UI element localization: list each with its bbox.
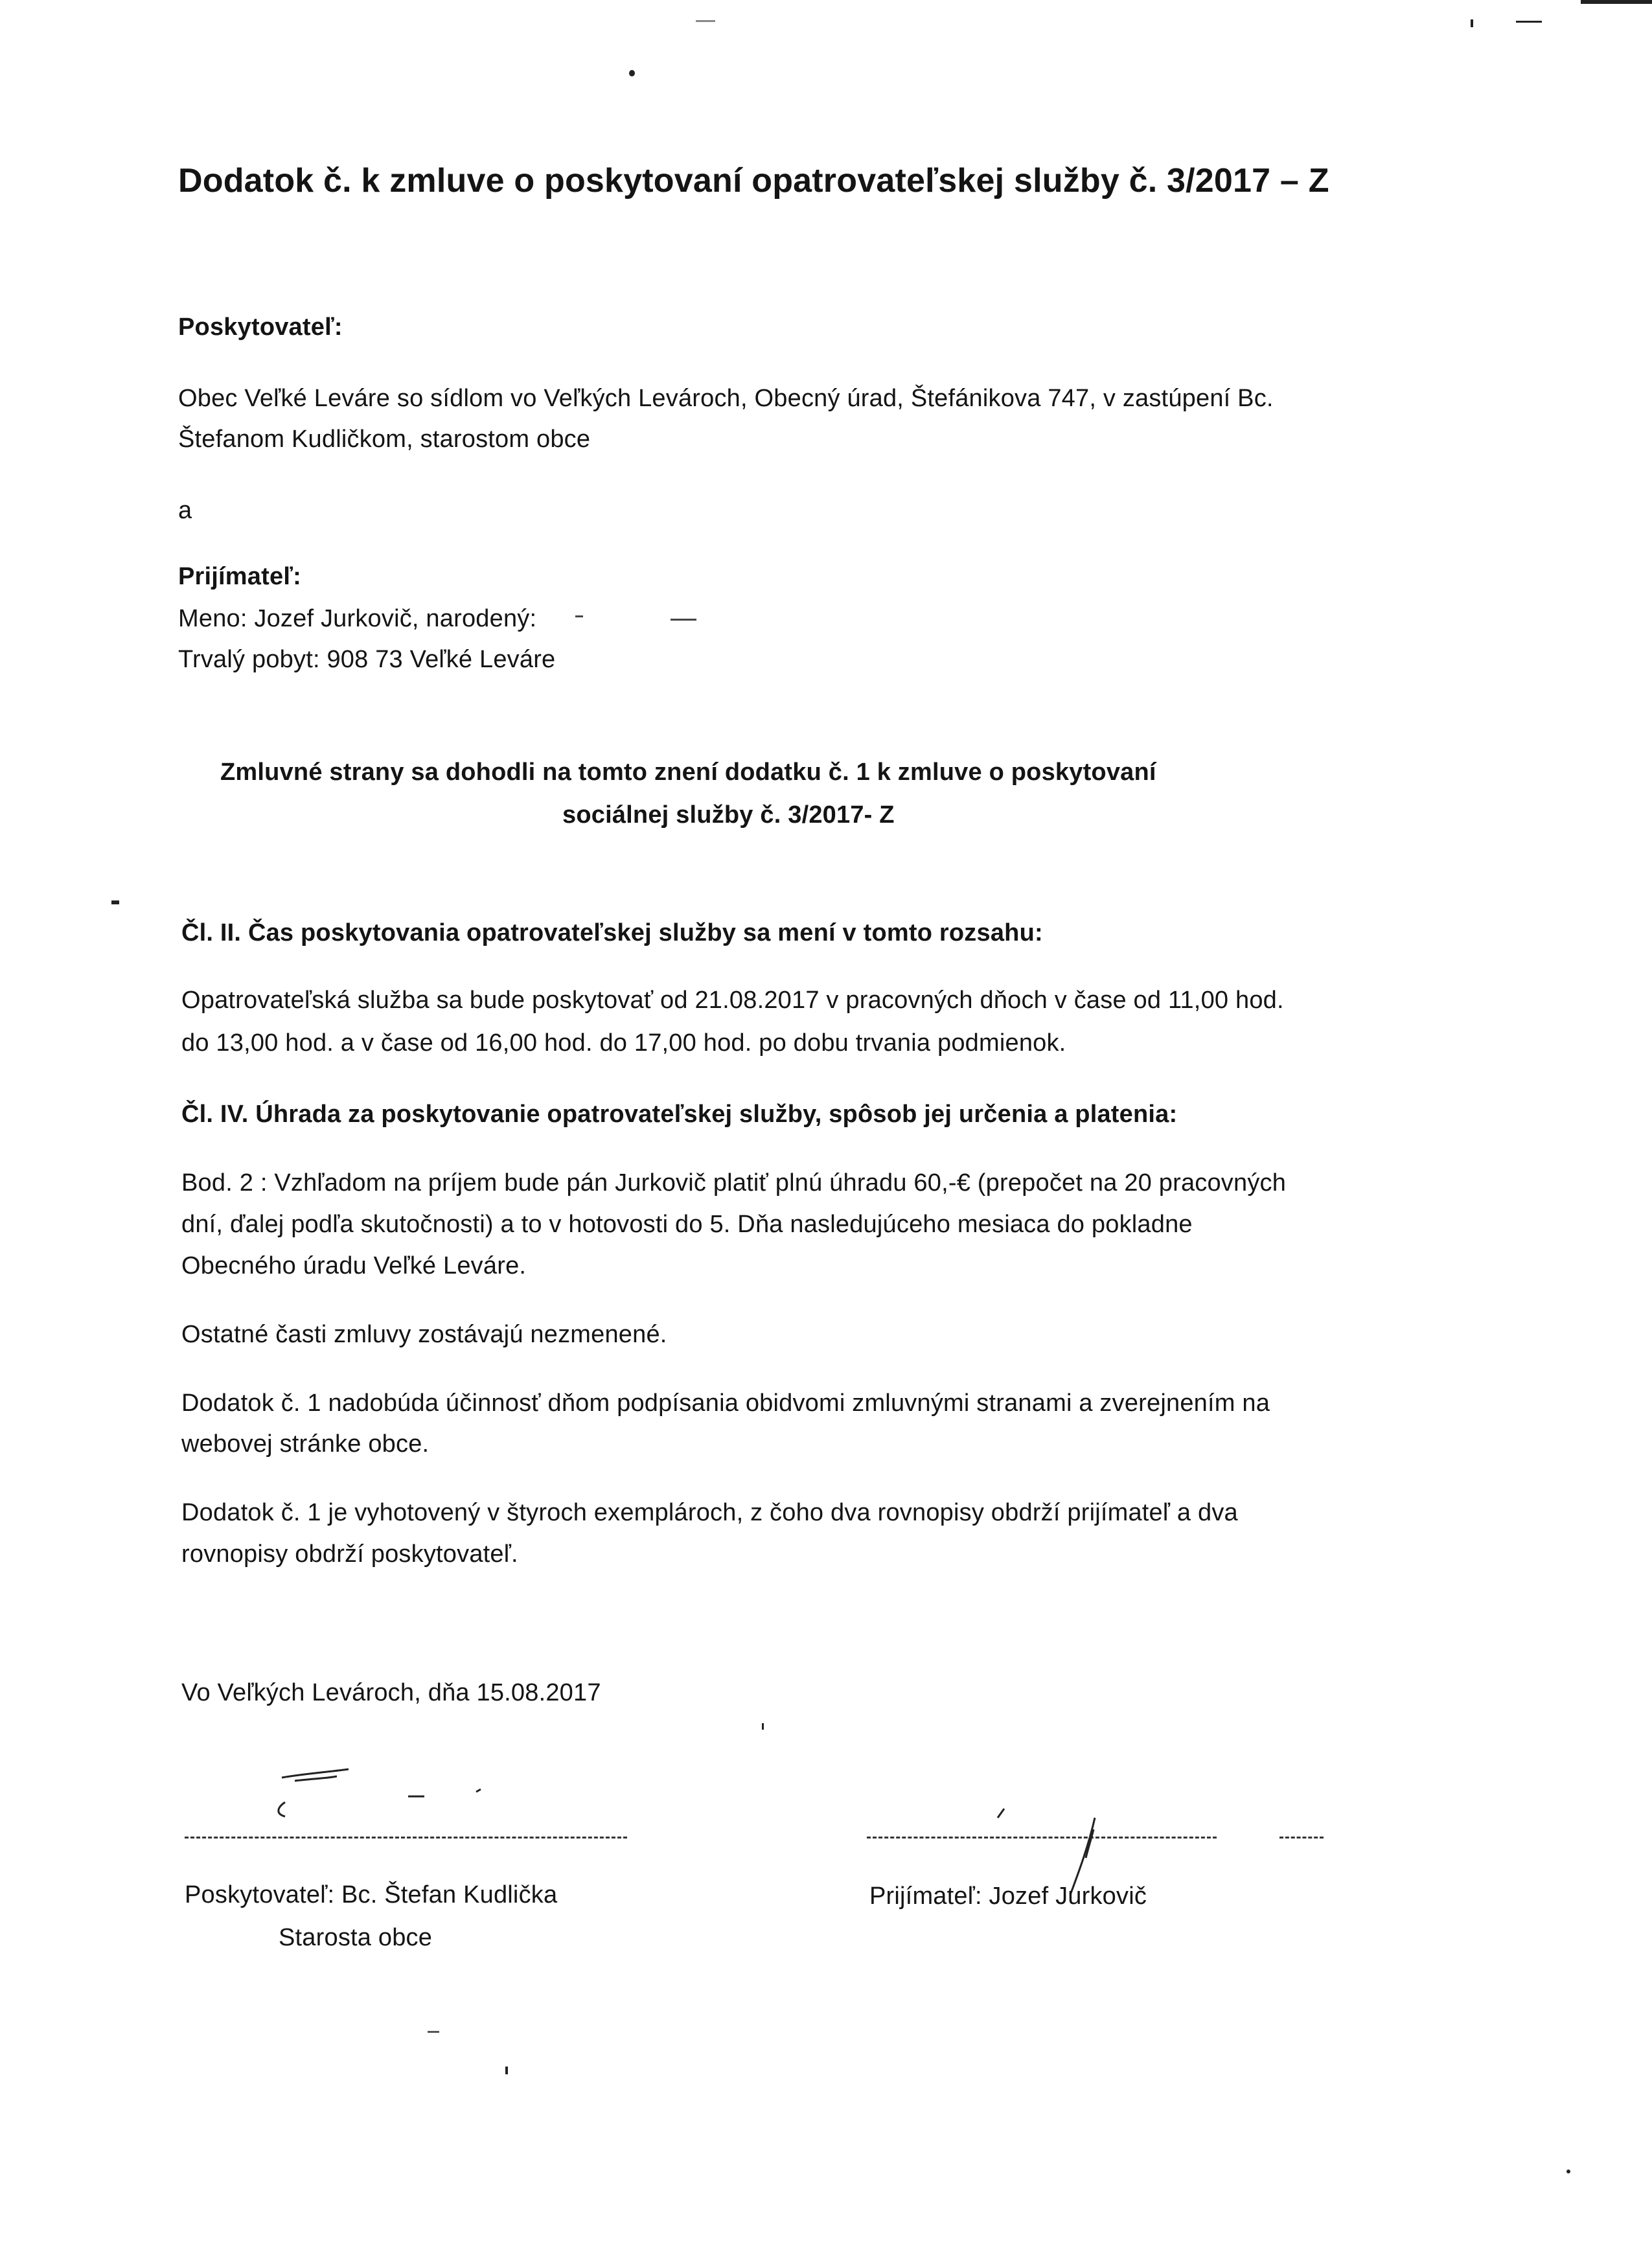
scan-speck xyxy=(696,20,715,22)
effectiveness-line-2: webovej stránke obce. xyxy=(181,1430,430,1458)
recipient-signature-label: Prijímateľ: Jozef Jurkovič xyxy=(869,1883,1147,1910)
scan-speck xyxy=(1566,2170,1570,2173)
provider-line-2: Štefanom Kudličkom, starostom obce xyxy=(178,426,591,453)
scan-edge-mark xyxy=(1581,0,1652,4)
article-2-line-1: Opatrovateľská služba sa bude poskytovať od 21.08.2017 v pracovných dňoch v čase od 11,00 hod. xyxy=(181,987,1284,1014)
scan-speck xyxy=(629,70,635,76)
scan-speck xyxy=(505,2067,508,2074)
article-4-line-1: Bod. 2 : Vzhľadom na príjem bude pán Jurkovič platiť plnú úhradu 60,-€ (prepočet na 20 pracovných xyxy=(181,1169,1287,1197)
effectiveness-line-1: Dodatok č. 1 nadobúda účinnosť dňom podpísania obidvomi zmluvnými stranami a zverejnením na xyxy=(181,1390,1270,1417)
recipient-name-line: Meno: Jozef Jurkovič, narodený: xyxy=(178,605,537,632)
scan-speck xyxy=(428,2031,439,2033)
document-title: Dodatok č. k zmluve o poskytovaní opatrovateľskej služby č. 3/2017 – Z xyxy=(178,162,1329,200)
scan-speck xyxy=(1516,21,1542,23)
article-2-line-2: do 13,00 hod. a v čase od 16,00 hod. do 17,00 hod. po dobu trvania podmienok. xyxy=(181,1029,1066,1057)
copies-line-1: Dodatok č. 1 je vyhotovený v štyroch exemplároch, z čoho dva rovnopisy obdrží prijímateľ a dva xyxy=(181,1499,1238,1526)
article-2-heading: Čl. II. Čas poskytovania opatrovateľskej služby sa mení v tomto rozsahu: xyxy=(181,919,1043,946)
article-4-heading: Čl. IV. Úhrada za poskytovanie opatrovateľskej služby, spôsob jej určenia a platenia: xyxy=(181,1101,1178,1128)
scan-speck xyxy=(1471,19,1473,27)
other-parts-text: Ostatné časti zmluvy zostávajú nezmenené. xyxy=(181,1321,667,1348)
recipient-address-line: Trvalý pobyt: 908 73 Veľké Leváre xyxy=(178,646,556,673)
redaction-mark xyxy=(671,619,696,621)
article-4-line-3: Obecného úradu Veľké Leváre. xyxy=(181,1252,527,1279)
provider-signature-label: Poskytovateľ: Bc. Štefan Kudlička xyxy=(185,1881,558,1908)
recipient-heading: Prijímateľ: xyxy=(178,563,302,590)
agreement-line-1: Zmluvné strany sa dohodli na tomto znení dodatku č. 1 k zmluve o poskytovaní xyxy=(220,759,1156,786)
provider-line-1: Obec Veľké Leváre so sídlom vo Veľkých Levároch, Obecný úrad, Štefánikova 747, v zastúpení Bc. xyxy=(178,385,1274,412)
redaction-mark xyxy=(575,615,583,617)
provider-role-label: Starosta obce xyxy=(279,1924,433,1951)
article-4-line-2: dní, ďalej podľa skutočnosti) a to v hotovosti do 5. Dňa nasledujúceho mesiaca do pokladne xyxy=(181,1211,1193,1238)
copies-line-2: rovnopisy obdrží poskytovateľ. xyxy=(181,1541,518,1568)
place-date-text: Vo Veľkých Levároch, dňa 15.08.2017 xyxy=(181,1679,601,1706)
agreement-line-2: sociálnej služby č. 3/2017- Z xyxy=(562,801,895,829)
provider-heading: Poskytovateľ: xyxy=(178,314,343,341)
conjunction-text: a xyxy=(178,497,192,524)
scan-speck xyxy=(762,1723,764,1730)
scan-speck xyxy=(111,900,119,904)
